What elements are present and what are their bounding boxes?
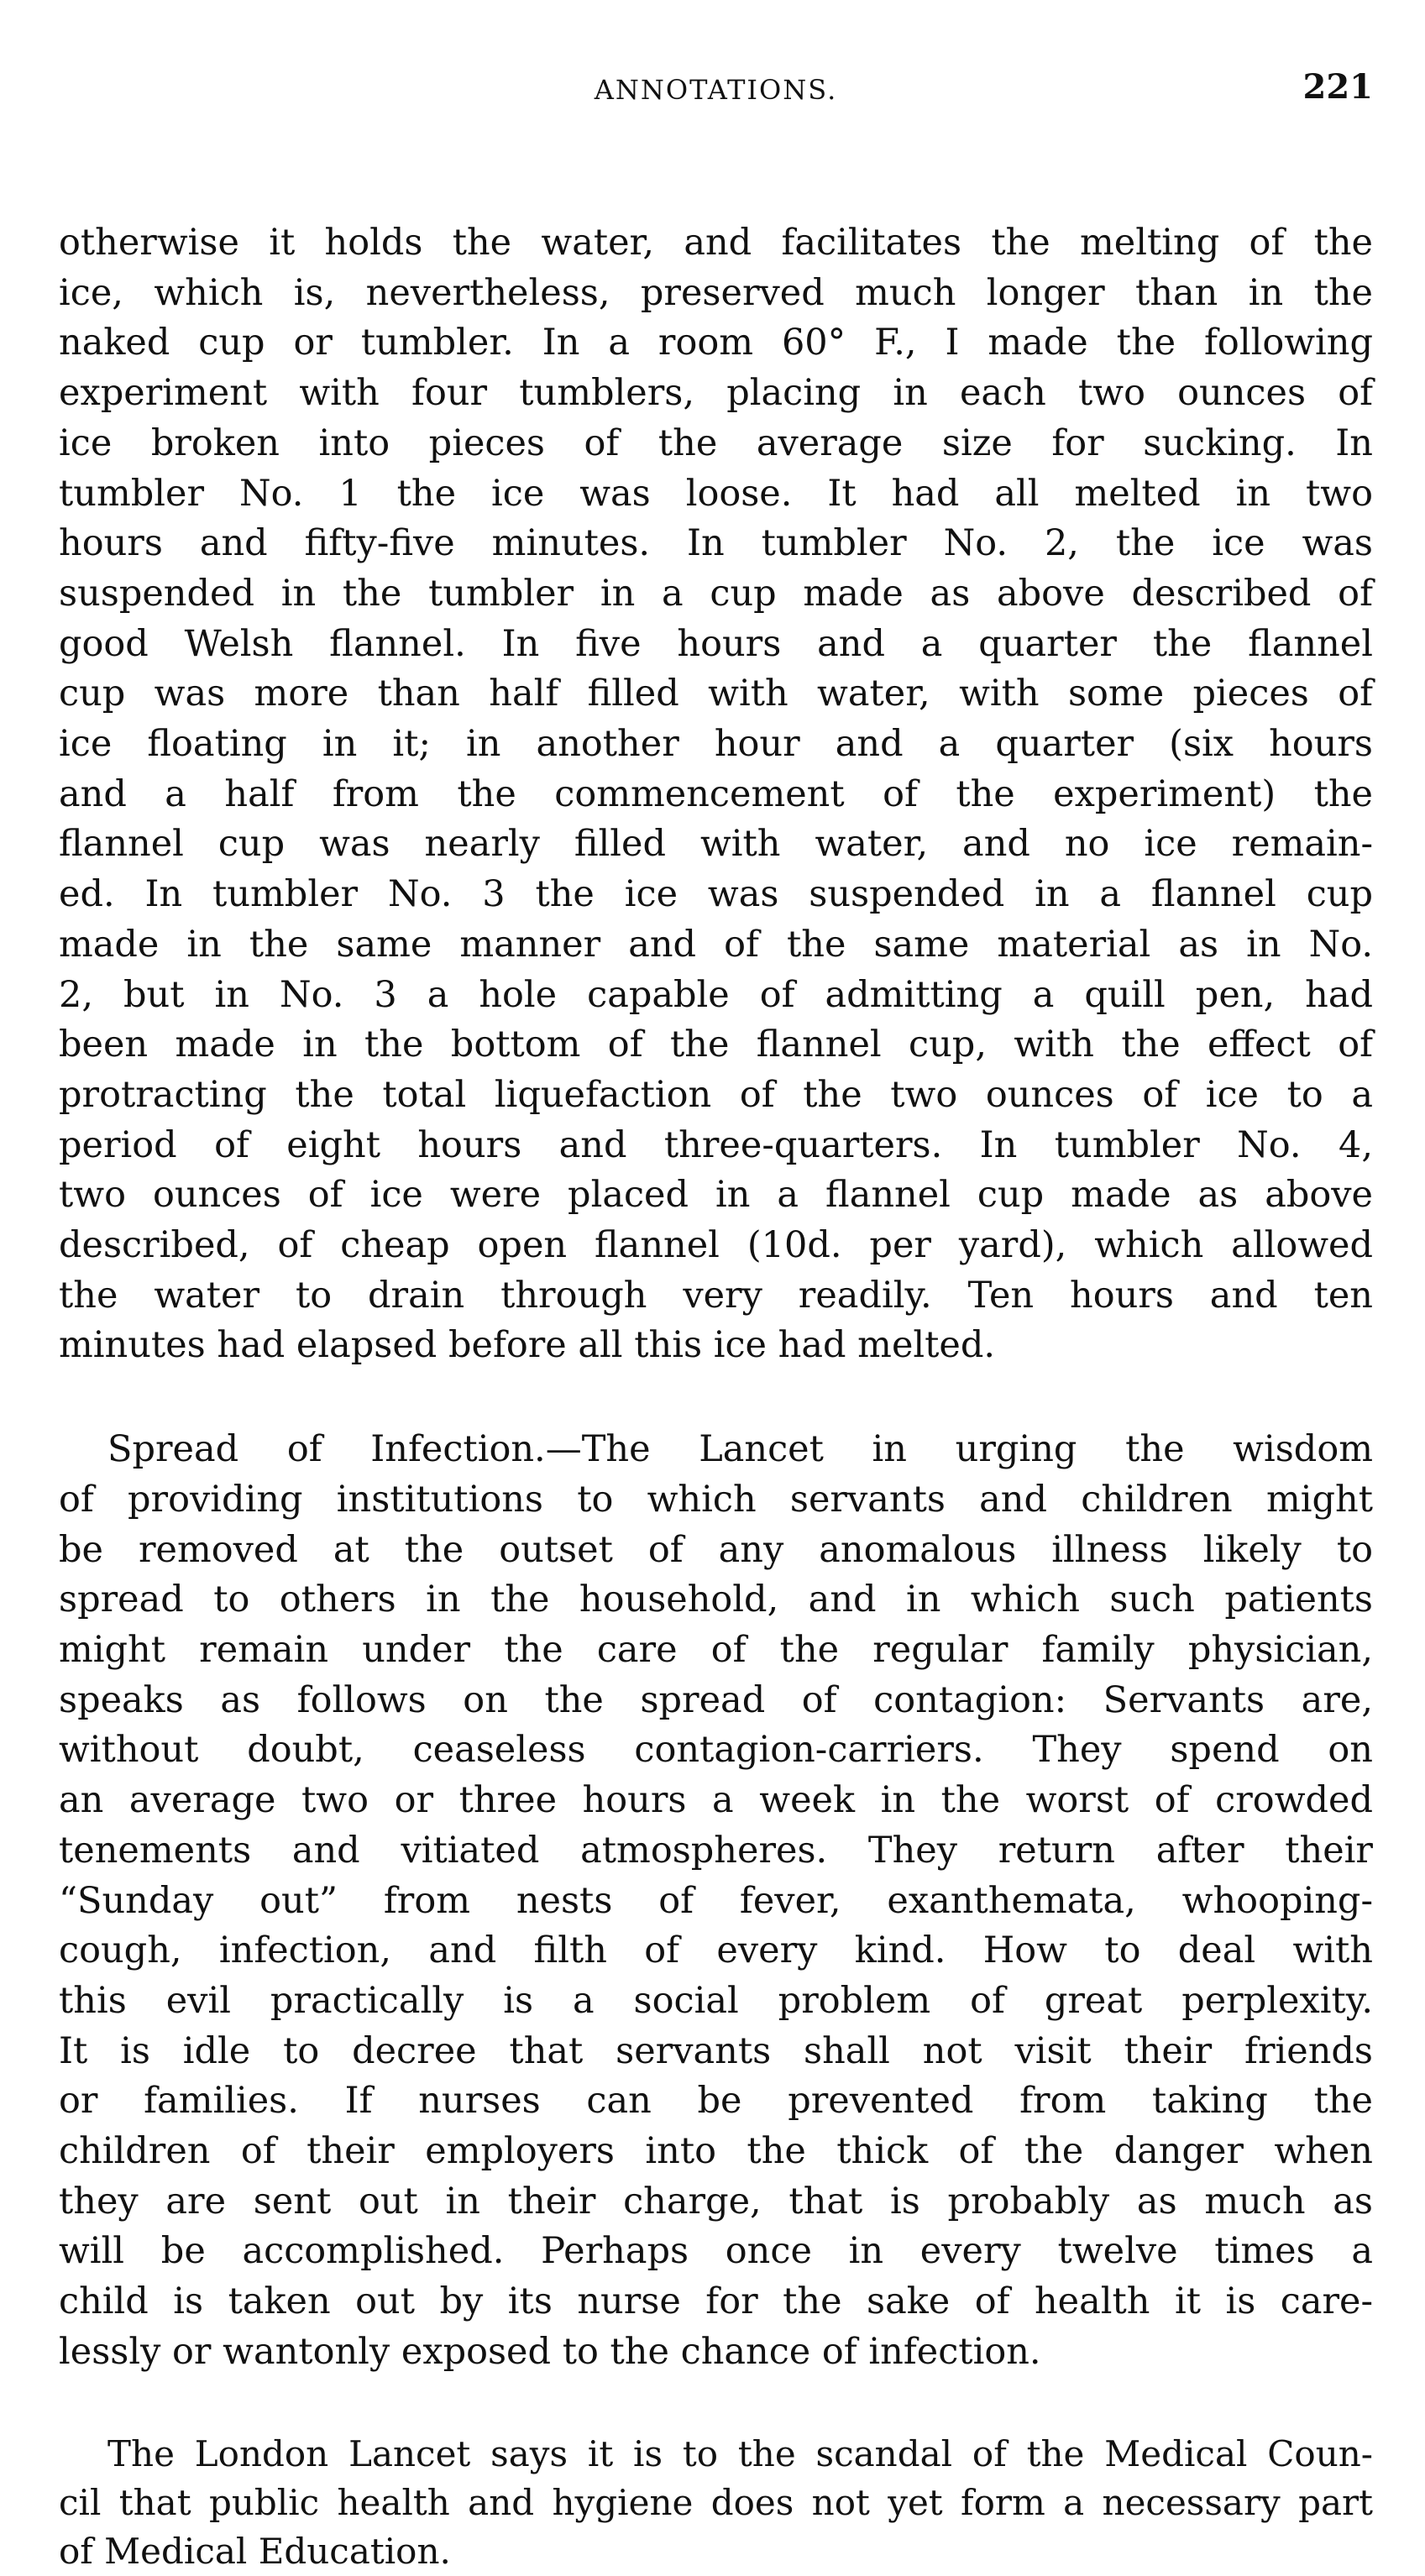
text-line: described, of cheap open flannel (10d. per yard), which allowed: [59, 1224, 1373, 1267]
paragraph-spread-of-infection: [59, 1425, 1373, 2377]
text-line: ed. In tumbler No. 3 the ice was suspended in a flannel cup: [59, 873, 1373, 916]
text-line: tenements and vitiated atmospheres. They return after their: [59, 1829, 1373, 1872]
page-number: 221: [1302, 67, 1373, 107]
text-line: spread to others in the household, and in which such patients: [59, 1579, 1373, 1621]
text-line: Spread of Infection.—The Lancet in urging the wisdom: [107, 1428, 1373, 1471]
page-header: [59, 59, 1373, 118]
text-line: ice floating in it; in another hour and a quarter (six hours: [59, 723, 1373, 766]
text-line: suspended in the tumbler in a cup made as above described of: [59, 572, 1373, 615]
text-line: this evil practically is a social problem of great perplexity.: [59, 1979, 1373, 2022]
text-line: lessly or wantonly exposed to the chance of infection.: [59, 2330, 1041, 2373]
text-line: ice broken into pieces of the average size for sucking. In: [59, 421, 1373, 464]
text-line: ice, which is, nevertheless, preserved much longer than in the: [59, 271, 1373, 314]
text-line: they are sent out in their charge, that is probably as much as: [59, 2180, 1373, 2223]
text-line: be removed at the outset of any anomalous illness likely to: [59, 1528, 1373, 1571]
text-line: “Sunday out” from nests of fever, exanthemata, whooping-: [59, 1879, 1373, 1922]
text-line: the water to drain through very readily. Ten hours and ten: [59, 1274, 1373, 1317]
text-line: The London Lancet says it is to the scandal of the Medical Coun-: [107, 2432, 1373, 2474]
text-line: cough, infection, and filth of every kind. How to deal with: [59, 1929, 1373, 1972]
text-line: protracting the total liquefaction of the two ounces of ice to a: [59, 1073, 1373, 1116]
text-line: flannel cup was nearly filled with water, and no ice remain-: [59, 823, 1373, 866]
text-line: tumbler No. 1 the ice was loose. It had all melted in two: [59, 472, 1373, 515]
text-line: otherwise it holds the water, and facilitates the melting of the: [59, 222, 1373, 264]
paragraph-ice-experiment: [59, 218, 1373, 1371]
text-line: without doubt, ceaseless contagion-carriers. They spend on: [59, 1729, 1373, 1772]
text-line: hours and fifty-five minutes. In tumbler No. 2, the ice was: [59, 522, 1373, 565]
text-line: of Medical Education.: [59, 2530, 451, 2572]
text-line: will be accomplished. Perhaps once in every twelve times a: [59, 2230, 1373, 2273]
text-line: or families. If nurses can be prevented from taking the: [59, 2080, 1373, 2123]
text-line: cup was more than half filled with water, with some pieces of: [59, 673, 1373, 715]
text-line: made in the same manner and of the same material as in No.: [59, 923, 1373, 966]
text-line: It is idle to decree that servants shall not visit their friends: [59, 2029, 1373, 2072]
text-line: speaks as follows on the spread of contagion: Servants are,: [59, 1678, 1373, 1721]
text-line: good Welsh flannel. In five hours and a quarter the flannel: [59, 622, 1373, 665]
text-line: naked cup or tumbler. In a room 60° F., I made the following: [59, 322, 1373, 364]
text-line: child is taken out by its nurse for the sake of health it is care-: [59, 2280, 1373, 2323]
text-line: two ounces of ice were placed in a flannel cup made as above: [59, 1174, 1373, 1217]
text-line: experiment with four tumblers, placing in each two ounces of: [59, 372, 1373, 415]
text-line: 2, but in No. 3 a hole capable of admitting a quill pen, had: [59, 973, 1373, 1016]
text-line: cil that public health and hygiene does not yet form a necessary part: [59, 2481, 1373, 2523]
text-line: an average two or three hours a week in the worst of crowded: [59, 1779, 1373, 1822]
text-line: been made in the bottom of the flannel cup, with the effect of: [59, 1024, 1373, 1066]
text-line: and a half from the commencement of the experiment) the: [59, 772, 1373, 815]
text-line: children of their employers into the thick of the danger when: [59, 2130, 1373, 2173]
text-line: of providing institutions to which servants and children might: [59, 1478, 1373, 1521]
text-line: minutes had elapsed before all this ice had melted.: [59, 1324, 996, 1367]
text-line: period of eight hours and three-quarters. In tumbler No. 4,: [59, 1123, 1373, 1166]
book-page: [59, 59, 1373, 2576]
running-title: ANNOTATIONS.: [594, 74, 838, 106]
text-line: might remain under the care of the regular family physician,: [59, 1628, 1373, 1671]
